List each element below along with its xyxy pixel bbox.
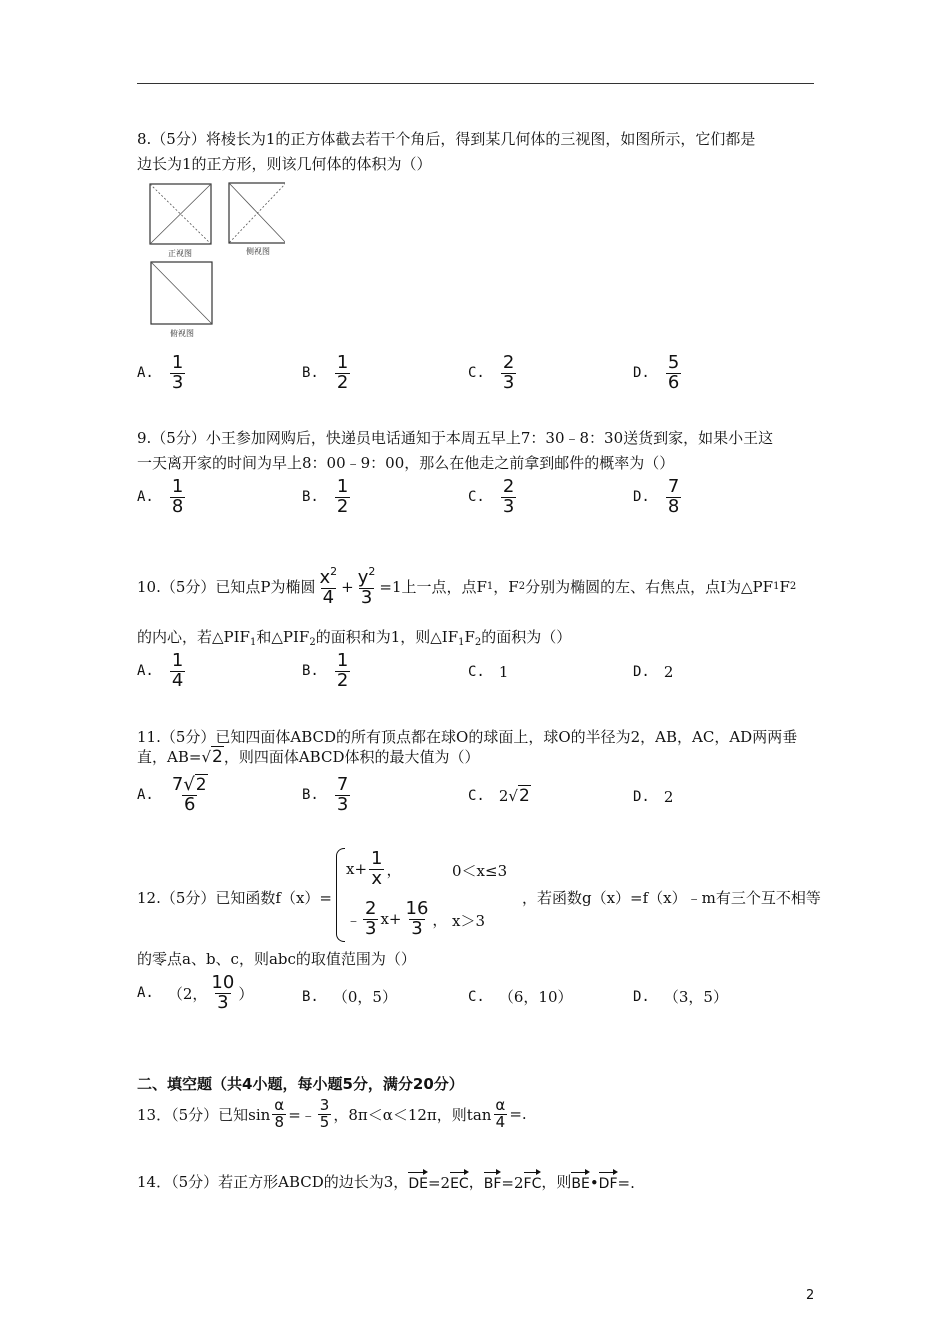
option-label: B. xyxy=(302,988,319,1005)
vector-be: BE xyxy=(571,1170,589,1192)
subscript: 1 xyxy=(773,581,780,593)
q14-text: 14．（5分）若正方形ABCD的边长为3， xyxy=(137,1173,409,1191)
subscript: 2 xyxy=(309,637,316,648)
exponent: 2 xyxy=(330,565,338,578)
subscript: 2 xyxy=(518,581,526,593)
option-fraction xyxy=(335,478,350,517)
numerator: 7 xyxy=(667,476,680,497)
option-fraction xyxy=(209,974,236,1013)
q9-option-a[interactable] xyxy=(137,478,187,517)
numerator xyxy=(170,776,210,795)
option-label: A. xyxy=(137,787,154,804)
option-fraction xyxy=(170,652,185,691)
q13-fraction xyxy=(318,1098,332,1131)
header-rule xyxy=(137,83,814,84)
q11-option-b[interactable] xyxy=(302,776,352,815)
q9-line2: 一天离开家的时间为早上8：00﹣9：00，那么在他走之前拿到邮件的概率为（） xyxy=(137,454,675,472)
subscript: 1 xyxy=(249,637,257,648)
numerator: 1 xyxy=(336,352,349,373)
option-fraction xyxy=(170,354,185,393)
q14-text: =2 xyxy=(427,1174,451,1192)
option-label: B. xyxy=(302,787,319,804)
case-fraction xyxy=(363,900,378,939)
denominator: 6 xyxy=(184,793,196,815)
option-fraction xyxy=(501,478,516,517)
denominator: x xyxy=(371,867,383,889)
denominator: 5 xyxy=(319,1112,330,1131)
q10-option-d[interactable] xyxy=(633,663,673,681)
q10-text: ，F xyxy=(493,578,519,597)
caption-side-view: 侧视图 xyxy=(246,247,270,256)
q14-text: ，则 xyxy=(541,1173,572,1191)
q10-text: 的内心，若△PIF xyxy=(137,628,250,646)
option-label: C. xyxy=(468,664,485,680)
q10-text: 的面积和为1，则△IF xyxy=(315,628,459,646)
denominator: 2 xyxy=(336,669,349,691)
coefficient: 7 xyxy=(171,774,184,795)
q10-line2 xyxy=(137,626,571,648)
q12-option-d[interactable] xyxy=(633,986,728,1007)
q8-option-b[interactable] xyxy=(302,354,352,393)
option-value: 1 xyxy=(498,663,509,681)
numerator: 2 xyxy=(502,352,515,373)
q10-text: 分别为椭圆的左、右焦点，点I为△PF xyxy=(525,578,774,597)
case-fraction xyxy=(369,850,384,889)
denominator: 8 xyxy=(667,495,680,517)
denominator: 4 xyxy=(171,669,184,691)
denominator: 3 xyxy=(171,371,184,393)
case-fraction xyxy=(404,900,431,939)
numerator: 16 xyxy=(405,898,429,919)
option-fraction xyxy=(335,354,350,393)
denominator: 2 xyxy=(336,371,349,393)
option-label: C. xyxy=(468,489,485,506)
piecewise-case-2 xyxy=(346,900,447,939)
q11-option-c[interactable] xyxy=(468,786,531,806)
q13-fraction xyxy=(493,1098,507,1131)
q13-text: ，8π＜α＜12π，则tan xyxy=(333,1105,492,1124)
option-value: （6，10） xyxy=(498,988,573,1006)
q11-line2 xyxy=(137,746,479,767)
piecewise-brace xyxy=(336,848,345,942)
numerator: α xyxy=(495,1096,506,1114)
q11-text: 直，AB= xyxy=(137,748,202,766)
numerator: 1 xyxy=(336,476,349,497)
denominator: 4 xyxy=(495,1112,506,1131)
option-fraction xyxy=(335,652,350,691)
denominator: 6 xyxy=(667,371,680,393)
case-text: x+ xyxy=(346,860,368,879)
q11-line1: 11.（5分）已知四面体ABCD的所有顶点都在球O的球面上，球O的半径为2，AB，AC，AD两两垂 xyxy=(137,728,798,746)
piecewise-case-1 xyxy=(346,850,402,889)
q12-line2: 的零点a、b、c，则abc的取值范围为（） xyxy=(137,950,416,968)
subscript: 2 xyxy=(789,581,797,593)
numerator: 1 xyxy=(171,352,184,373)
option-fraction xyxy=(335,776,350,815)
case-text: x+ xyxy=(380,910,402,929)
q11-option-d[interactable] xyxy=(633,788,673,806)
q8-option-c[interactable] xyxy=(468,354,518,393)
q12-option-a[interactable] xyxy=(137,974,253,1013)
q10-option-b[interactable] xyxy=(302,652,352,691)
q12-prefix: 12.（5分）已知函数f（x）= xyxy=(137,889,332,907)
option-label: A. xyxy=(137,365,154,382)
denominator: 3 xyxy=(502,371,515,393)
ellipse-x-term xyxy=(318,566,340,608)
option-fraction xyxy=(666,478,681,517)
q8-line2: 边长为1的正方形，则该几何体的体积为（） xyxy=(137,155,432,173)
q10-text: =1上一点，点F xyxy=(379,578,487,597)
front-view xyxy=(150,184,211,244)
denominator: 3 xyxy=(360,586,373,608)
q13-line xyxy=(137,1098,527,1131)
numerator: 10 xyxy=(211,972,235,993)
q12-suffix: ，若函数g（x）=f（x）﹣m有三个互不相等 xyxy=(522,889,821,907)
numerator xyxy=(356,566,378,588)
vector-df: DF xyxy=(599,1170,618,1192)
case-comma: ， xyxy=(386,860,402,879)
q10-option-c[interactable] xyxy=(468,663,508,681)
option-label: B. xyxy=(302,365,319,382)
exponent: 2 xyxy=(368,565,376,578)
option-value: （3，5） xyxy=(663,988,728,1006)
option-label: A. xyxy=(137,985,154,1002)
option-label: D. xyxy=(633,789,650,805)
sqrt-expression: √2 xyxy=(201,746,223,767)
option-label: B. xyxy=(302,663,319,680)
option-text: ） xyxy=(238,984,254,1003)
caption-front-view: 正视图 xyxy=(168,249,192,258)
q10-text: F xyxy=(779,577,790,596)
option-label: A. xyxy=(137,663,154,680)
q14-text: =. xyxy=(617,1174,635,1192)
denominator: 3 xyxy=(365,917,377,939)
numerator: 7 xyxy=(336,774,349,795)
q13-fraction xyxy=(272,1098,286,1131)
subscript: 1 xyxy=(486,581,494,593)
top-view xyxy=(151,262,212,324)
q10-text: F xyxy=(464,628,475,646)
option-fraction xyxy=(501,354,516,393)
numerator: 2 xyxy=(502,476,515,497)
q13-text: =. xyxy=(509,1105,527,1124)
dot-product-sign: • xyxy=(589,1174,599,1192)
q8-option-a[interactable] xyxy=(137,354,187,393)
vector-ec: EC xyxy=(450,1170,469,1192)
caption-top-view: 俯视图 xyxy=(170,329,194,338)
denominator: 3 xyxy=(336,793,349,815)
page-number: 2 xyxy=(806,1288,815,1303)
q14-text: ， xyxy=(468,1173,484,1191)
denominator: 3 xyxy=(502,495,515,517)
numerator xyxy=(318,566,340,588)
q9-option-d[interactable] xyxy=(633,478,683,517)
numerator: α xyxy=(274,1096,285,1114)
option-text: （2， xyxy=(167,984,208,1003)
numerator: 5 xyxy=(667,352,680,373)
q11-text: ，则四面体ABCD体积的最大值为（） xyxy=(223,748,480,766)
subscript: 2 xyxy=(474,637,482,648)
q11-option-a[interactable] xyxy=(137,776,212,815)
side-view xyxy=(229,183,285,243)
q10-line1 xyxy=(137,566,796,608)
denominator: 2 xyxy=(336,495,349,517)
q8-line1: 8.（5分）将棱长为1的正方体截去若干个角后，得到某几何体的三视图，如图所示，它们都是 xyxy=(137,130,756,148)
numerator: 2 xyxy=(365,898,377,919)
option-label: D. xyxy=(633,664,650,680)
q8-option-d[interactable] xyxy=(633,354,683,393)
denominator: 3 xyxy=(411,917,423,939)
y-var: y xyxy=(357,567,369,588)
option-label: C. xyxy=(468,788,485,804)
numerator: 3 xyxy=(319,1096,330,1114)
piecewise-condition-2: x＞3 xyxy=(452,912,486,930)
q9-option-c[interactable] xyxy=(468,478,518,517)
option-label: D. xyxy=(633,489,650,506)
denominator: 4 xyxy=(322,586,335,608)
numerator: 1 xyxy=(371,848,383,869)
vector-de: DE xyxy=(408,1170,428,1192)
option-value: 2 xyxy=(663,788,674,806)
section-heading: 二、填空题（共4小题，每小题5分，满分20分） xyxy=(137,1075,464,1093)
q9-line1: 9.（5分）小王参加网购后，快递员电话通知于本周五早上7：30﹣8：30送货到家，如果小王这 xyxy=(137,429,774,447)
option-label: D. xyxy=(633,365,650,382)
radicand: 2 xyxy=(195,775,207,795)
denominator: 8 xyxy=(274,1112,285,1131)
ellipse-y-term xyxy=(356,566,378,608)
q13-text: =﹣ xyxy=(288,1105,316,1124)
option-value: 2 xyxy=(663,663,674,681)
subscript: 1 xyxy=(458,637,465,648)
vector-bf: BF xyxy=(484,1170,502,1192)
q12-option-c[interactable] xyxy=(468,986,573,1007)
radicand: 2 xyxy=(212,746,223,767)
numerator: 1 xyxy=(336,650,349,671)
q10-text: 的面积为（） xyxy=(481,628,572,646)
case-comma: ， xyxy=(432,910,448,929)
q14-text: =2 xyxy=(501,1174,524,1192)
option-label: B. xyxy=(302,489,319,506)
denominator: 3 xyxy=(217,991,229,1013)
q12-option-b[interactable] xyxy=(302,986,397,1007)
denominator: 8 xyxy=(171,495,184,517)
option-label: C. xyxy=(468,988,485,1005)
option-fraction xyxy=(170,478,185,517)
numerator: 1 xyxy=(171,476,184,497)
option-label: C. xyxy=(468,365,485,382)
q9-option-b[interactable] xyxy=(302,478,352,517)
vector-fc: FC xyxy=(524,1170,542,1192)
option-fraction xyxy=(666,354,681,393)
radicand: 2 xyxy=(518,786,530,806)
plus-sign: + xyxy=(341,577,354,596)
sqrt-expression: √2 xyxy=(183,774,207,795)
numerator: 1 xyxy=(171,650,184,671)
piecewise-condition-1: 0＜x≤3 xyxy=(452,862,508,880)
q10-option-a[interactable] xyxy=(137,652,187,691)
q10-text: 和△PIF xyxy=(256,628,310,646)
q10-prefix: 10.（5分）已知点P为椭圆 xyxy=(137,578,316,597)
sqrt-expression: √2 xyxy=(508,786,530,806)
q13-text: 13．（5分）已知sin xyxy=(137,1105,271,1124)
option-label: D. xyxy=(633,988,650,1005)
coefficient: 2 xyxy=(498,787,509,805)
case-text: ﹣ xyxy=(346,910,362,929)
q14-line xyxy=(137,1170,635,1192)
three-view-figure xyxy=(145,178,285,348)
option-fraction xyxy=(170,776,210,815)
x-var: x xyxy=(319,567,331,588)
option-label: A. xyxy=(137,489,154,506)
option-value: （0，5） xyxy=(332,988,397,1006)
